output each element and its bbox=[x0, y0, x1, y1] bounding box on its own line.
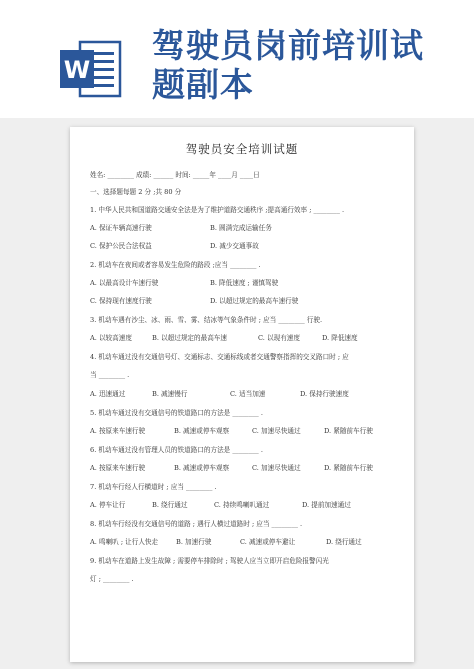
option-a: A. 保证车辆高速行驶 bbox=[90, 224, 152, 232]
option-d: D. 绕行通过 bbox=[326, 538, 362, 546]
option-a: A. 迅速通过 bbox=[90, 390, 126, 398]
document-page bbox=[70, 127, 414, 662]
option-c: C. 适当加速 bbox=[230, 390, 266, 398]
info-line: 姓名: ________ 成绩: ______ 时间: _____年 ____月 ____日 bbox=[90, 171, 260, 179]
option-b: B. 降低速度 ; 谨慎驾驶 bbox=[210, 279, 279, 287]
option-a: A. 停车让行 bbox=[90, 501, 126, 509]
option-c: C. 保持现有速度行驶 bbox=[90, 297, 152, 305]
option-d: D. 紧随前车行驶 bbox=[324, 464, 373, 472]
question-9: 9. 机动车在道路上发生故障 ; 需要停车排除时 ; 驾驶人应当立即开启危险报警闪光 bbox=[90, 557, 329, 565]
word-icon-letter: W bbox=[63, 56, 91, 84]
question-5: 5. 机动车通过没有交通信号的铁道路口的方法是 ________ . bbox=[90, 409, 263, 417]
option-d: D. 紧随前车行驶 bbox=[324, 427, 373, 435]
option-c: C. 保护公民合法权益 bbox=[90, 242, 152, 250]
option-b: B. 圆满完成运输任务 bbox=[210, 224, 272, 232]
option-c: C. 以现有速度 bbox=[258, 334, 300, 342]
option-c: C. 减速或停车避让 bbox=[240, 538, 296, 546]
question-2: 2. 机动车在夜间或者容易发生危险的路段 ;应当 ________ . bbox=[90, 261, 261, 269]
question-6: 6. 机动车通过没有管理人员的铁道路口的方法是 ________ . bbox=[90, 446, 263, 454]
option-a: A. 鸣喇叭 ; 让行人快走 bbox=[90, 538, 159, 546]
option-b: B. 减速慢行 bbox=[152, 390, 188, 398]
question-8: 8. 机动车行经没有交通信号的道路 ; 遇行人横过道路时 ; 应当 ________ . bbox=[90, 520, 303, 528]
option-c: C. 加速尽快通过 bbox=[252, 427, 301, 435]
option-a: A. 以最高设计车速行驶 bbox=[90, 279, 159, 287]
header-title bbox=[152, 26, 452, 104]
question-4: 4. 机动车通过没有交通信号灯、交通标志、交通标线或者交通警察指挥的交叉路口时 ; 应 bbox=[90, 353, 349, 361]
option-d: D. 降低速度 bbox=[322, 334, 358, 342]
option-c: C. 持续鸣喇叭通过 bbox=[214, 501, 270, 509]
header-title-line1: 驾驶员岗前培训试 bbox=[152, 26, 424, 65]
option-b: B. 加速行驶 bbox=[176, 538, 212, 546]
header-title-line2: 题副本 bbox=[152, 65, 254, 104]
option-d: D. 保持行驶速度 bbox=[300, 390, 349, 398]
option-c: C. 加速尽快通过 bbox=[252, 464, 301, 472]
option-a: A. 按原来车速行驶 bbox=[90, 464, 146, 472]
option-b: B. 减速或停车观察 bbox=[174, 427, 230, 435]
option-b: B. 减速或停车观察 bbox=[174, 464, 230, 472]
option-a: A. 按原来车速行驶 bbox=[90, 427, 146, 435]
header bbox=[0, 0, 474, 118]
section-heading: 一、选择题每题 2 分 ;共 80 分 bbox=[90, 188, 182, 196]
question-4-cont: 当 ________ . bbox=[90, 371, 130, 379]
question-1: 1. 中华人民共和国道路交通安全法是为了维护道路交通秩序 ;提高通行效率 ; ________ . bbox=[90, 206, 345, 214]
question-9-cont: 灯 ; ________ . bbox=[90, 575, 134, 583]
option-b: B. 绕行通过 bbox=[152, 501, 188, 509]
word-icon bbox=[58, 38, 124, 100]
option-d: D. 减少交通事故 bbox=[210, 242, 259, 250]
option-d: D. 提前加速通过 bbox=[302, 501, 351, 509]
question-7: 7. 机动车行经人行横道时 ; 应当 ________ . bbox=[90, 483, 217, 491]
option-b: B. 以超过规定的最高车速 bbox=[152, 334, 227, 342]
question-3: 3. 机动车遇有沙尘、冰、雨、雪、雾、结冰等气象条件时 ; 应当 ________ 行驶. bbox=[90, 316, 323, 324]
option-d: D. 以超过规定的最高车速行驶 bbox=[210, 297, 299, 305]
option-a: A. 以较高速度 bbox=[90, 334, 132, 342]
document-title: 驾驶员安全培训试题 bbox=[185, 142, 299, 156]
